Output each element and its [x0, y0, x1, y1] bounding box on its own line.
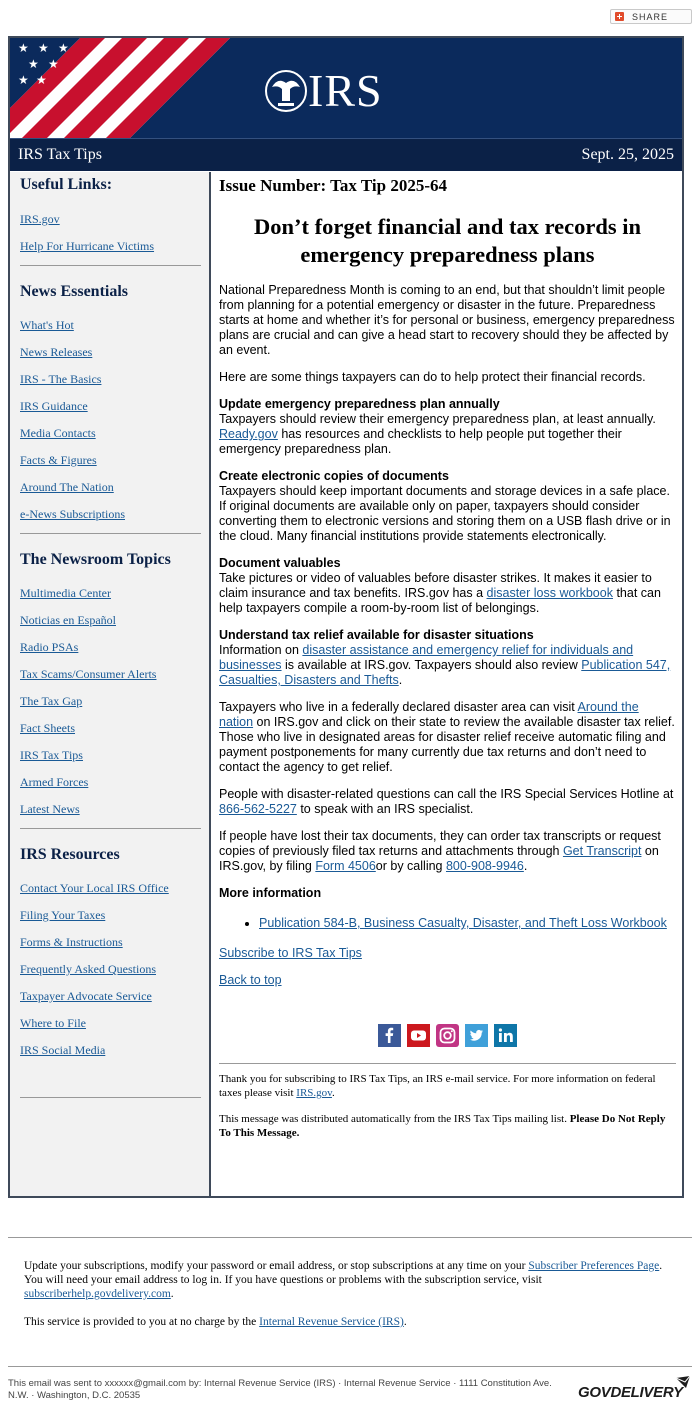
share-button[interactable] — [610, 9, 692, 24]
note-text: This message was distributed automatically from the IRS Tax Tips mailing list. — [219, 1113, 570, 1125]
flag-graphic — [10, 38, 230, 138]
section-title: Create electronic copies of documents — [219, 469, 449, 483]
paragraph-text: on IRS.gov and click on their state to review the available disaster tax relief. Those who live in designated areas for disaster relief receive automatic filing and payment postponements for many currently due tax returns and don’t need to contact the agency to get relief. — [219, 715, 675, 774]
section-text: Take pictures or video of valuables before disaster strikes. It makes it easier to claim insurance and tax benefits. IRS.gov has a — [219, 571, 652, 600]
divider — [219, 1063, 676, 1064]
section-text: is available at IRS.gov. Taxpayers should also review — [281, 658, 582, 672]
thanks-note — [219, 1072, 676, 1100]
paragraph-text: or by calling — [375, 859, 446, 873]
divider — [20, 533, 201, 534]
sidebar-heading: IRS Resources — [20, 846, 120, 863]
issue-date: Sept. 25, 2025 — [581, 146, 674, 163]
hotline-phone-link[interactable]: 866-562-5227 — [219, 802, 297, 816]
irs-wordmark: IRS — [308, 65, 383, 116]
paragraph-text: If people have lost their tax documents, they can order tax transcripts or request copies of previously filed tax returns and attachments through — [219, 829, 661, 858]
footer-text: . — [403, 1316, 407, 1328]
sidebar-link[interactable]: e-News Subscriptions — [20, 507, 125, 521]
sidebar-link[interactable]: Armed Forces — [20, 775, 89, 789]
subscriber-preferences-link[interactable]: Subscriber Preferences Page — [528, 1260, 660, 1272]
sidebar — [10, 172, 211, 1196]
section-tax-relief — [219, 628, 676, 688]
sidebar-heading: Useful Links: — [20, 176, 113, 193]
section-update-plan — [219, 397, 676, 457]
footer-text: . — [170, 1288, 174, 1300]
paragraph-text: Taxpayers who live in a federally declared disaster area can visit — [219, 700, 578, 714]
hotline-paragraph — [219, 787, 676, 817]
more-info-title: More information — [219, 886, 322, 900]
linkedin-icon[interactable] — [494, 1024, 517, 1047]
paragraph-text: on IRS.gov, by filing — [219, 844, 659, 873]
irs-resources-section — [20, 846, 201, 1098]
footer-text: . You will need your email address to log in. If you have questions or problems with the subscription service, visit — [24, 1260, 663, 1286]
govdelivery-wordmark: GOVDELIVERY — [578, 1384, 683, 1401]
sidebar-link[interactable]: IRS.gov — [20, 212, 60, 226]
prefs-paragraph — [24, 1259, 674, 1301]
sidebar-link[interactable]: Frequently Asked Questions — [20, 962, 156, 976]
lead-paragraph: Here are some things taxpayers can do to help protect their financial records. — [219, 370, 646, 384]
subscriber-help-link[interactable]: subscriberhelp.govdelivery.com — [24, 1288, 171, 1300]
svg-text:★: ★ — [38, 41, 49, 55]
header-banner — [10, 38, 682, 138]
section-text: Taxpayers should keep important documents and storage devices in a safe place. If original documents are available only on paper, taxpayers should consider converting them to electronic versions and storing them on a USB flash drive or in the cloud. Many financial institutions provide statements electronically. — [219, 484, 671, 543]
sidebar-link[interactable]: Around The Nation — [20, 480, 114, 494]
section-text: Taxpayers should review their emergency preparedness plan, at least annually. — [219, 412, 656, 426]
paragraph-text: People with disaster-related questions can call the IRS Special Services Hotline at — [219, 787, 674, 801]
govdelivery-logo[interactable] — [578, 1380, 690, 1408]
transcript-phone-link[interactable]: 800-908-9946 — [445, 859, 524, 873]
divider — [20, 1097, 201, 1098]
publication-547-link[interactable]: Publication 547, Casualties, Disasters and Thefts — [219, 658, 671, 687]
section-title: Document valuables — [219, 556, 341, 570]
svg-text:★: ★ — [18, 41, 29, 55]
section-title: Understand tax relief available for disaster situations — [219, 628, 534, 642]
back-to-top-link[interactable]: Back to top — [219, 973, 282, 987]
disaster-assistance-link[interactable]: disaster assistance and emergency relief for individuals and businesses — [219, 643, 634, 672]
section-text: Information on — [219, 643, 303, 657]
share-label: SHARE — [632, 11, 669, 22]
news-essentials-section — [20, 283, 201, 534]
paragraph-text: . — [523, 859, 528, 873]
twitter-icon[interactable] — [465, 1024, 488, 1047]
ready-gov-link[interactable]: Ready.gov — [219, 427, 278, 441]
svg-text:★: ★ — [28, 57, 39, 71]
form-4506-link[interactable]: Form 4506 — [315, 859, 376, 873]
sidebar-link[interactable]: Tax Scams/Consumer Alerts — [20, 667, 157, 681]
newsletter-frame — [8, 36, 684, 1198]
irs-link[interactable]: Internal Revenue Service (IRS) — [259, 1316, 404, 1328]
irs-logo — [264, 65, 383, 116]
eagle-icon — [264, 69, 308, 113]
section-electronic-copies — [219, 469, 676, 544]
irs-gov-link[interactable]: IRS.gov — [296, 1087, 332, 1099]
around-the-nation-link[interactable]: Around the nation — [219, 700, 639, 729]
paragraph-text: to speak with an IRS specialist. — [296, 802, 474, 816]
useful-links-section — [20, 176, 201, 266]
intro-paragraph: National Preparedness Month is coming to an end, but that shouldn’t limit people from planning for a potential emergency or disaster in the future. Preparedness starts at home and whether it’s for personal or business, emergency preparedness plans are crucial and can give a head start to recovery should they be affected by an event. — [219, 283, 675, 357]
list-item — [259, 916, 676, 931]
sidebar-link[interactable]: Where to File — [20, 1016, 86, 1030]
section-text: has resources and checklists to help people put together their emergency preparedness plan. — [219, 427, 622, 456]
subscription-footer — [24, 1259, 674, 1343]
sidebar-link[interactable]: IRS Tax Tips — [20, 748, 83, 762]
divider — [8, 1237, 692, 1238]
sidebar-link[interactable]: Filing Your Taxes — [20, 908, 106, 922]
sidebar-heading: News Essentials — [20, 283, 129, 300]
publication-584b-link[interactable]: Publication 584-B, Business Casualty, Disaster, and Theft Loss Workbook — [259, 916, 667, 930]
title-bar — [10, 138, 682, 171]
sidebar-link[interactable]: Media Contacts — [20, 426, 96, 440]
sidebar-link[interactable]: Help For Hurricane Victims — [20, 239, 155, 253]
disaster-area-paragraph — [219, 700, 676, 775]
svg-text:★: ★ — [58, 41, 69, 55]
social-icons — [219, 1024, 676, 1047]
get-transcript-link[interactable]: Get Transcript — [562, 844, 642, 858]
sidebar-link[interactable]: Multimedia Center — [20, 586, 111, 600]
newsroom-topics-section — [20, 551, 201, 829]
sidebar-link[interactable]: News Releases — [20, 345, 93, 359]
sidebar-link[interactable]: Noticias en Español — [20, 613, 116, 627]
facebook-icon[interactable] — [378, 1024, 401, 1047]
sidebar-link[interactable]: Latest News — [20, 802, 80, 816]
sidebar-link[interactable]: What's Hot — [20, 318, 74, 332]
svg-text:★: ★ — [18, 73, 29, 87]
sidebar-link[interactable]: Radio PSAs — [20, 640, 79, 654]
sidebar-link[interactable]: Contact Your Local IRS Office — [20, 881, 169, 895]
sidebar-link[interactable]: IRS Social Media — [20, 1043, 106, 1057]
do-not-reply-text: Please Do Not Reply To This Message. — [219, 1113, 666, 1139]
svg-text:★: ★ — [36, 73, 47, 87]
footer-text: This service is provided to you at no charge by the — [24, 1316, 260, 1328]
article-headline: Don’t forget financial and tax records in emergency preparedness plans — [253, 214, 642, 267]
sidebar-link[interactable]: Taxpayer Advocate Service — [20, 989, 152, 1003]
youtube-icon[interactable] — [407, 1024, 430, 1047]
article — [213, 172, 682, 1196]
sidebar-link[interactable]: Facts & Figures — [20, 453, 97, 467]
sidebar-link[interactable]: IRS Guidance — [20, 399, 88, 413]
sidebar-link[interactable]: The Tax Gap — [20, 694, 83, 708]
note-text: . — [331, 1087, 335, 1099]
plus-icon — [615, 12, 624, 21]
sidebar-heading: The Newsroom Topics — [20, 551, 171, 568]
distribution-note — [219, 1112, 676, 1140]
more-info-list — [219, 916, 676, 931]
subscribe-link[interactable]: Subscribe to IRS Tax Tips — [219, 946, 362, 960]
section-text: that can help taxpayers compile a room-by-room list of belongings. — [219, 586, 661, 615]
section-text: . — [398, 673, 403, 687]
sidebar-link[interactable]: Forms & Instructions — [20, 935, 123, 949]
note-text: Thank you for subscribing to IRS Tax Tips, an IRS e-mail service. For more information on federal taxes please visit — [219, 1073, 656, 1099]
svg-text:★: ★ — [48, 57, 59, 71]
divider — [20, 265, 201, 266]
service-paragraph — [24, 1315, 674, 1329]
divider — [20, 828, 201, 829]
section-title: Update emergency preparedness plan annually — [219, 397, 500, 411]
footer-text: Update your subscriptions, modify your password or email address, or stop subscriptions at any time on your — [24, 1260, 529, 1272]
sent-to-notice: This email was sent to xxxxxx@gmail.com by: Internal Revenue Service (IRS) · Internal Revenue Service · 1111 Constitution Ave. N.W. · Washington, D.C. 20535 — [8, 1378, 552, 1401]
section-document-valuables — [219, 556, 676, 616]
sidebar-link[interactable]: Fact Sheets — [20, 721, 75, 735]
issue-number: Issue Number: Tax Tip 2025-64 — [219, 176, 447, 195]
sidebar-link[interactable]: IRS - The Basics — [20, 372, 102, 386]
divider — [8, 1366, 692, 1367]
lost-documents-paragraph — [219, 829, 676, 874]
instagram-icon[interactable] — [436, 1024, 459, 1047]
disaster-loss-workbook-link[interactable]: disaster loss workbook — [486, 586, 613, 600]
newsletter-title: IRS Tax Tips — [18, 146, 102, 163]
